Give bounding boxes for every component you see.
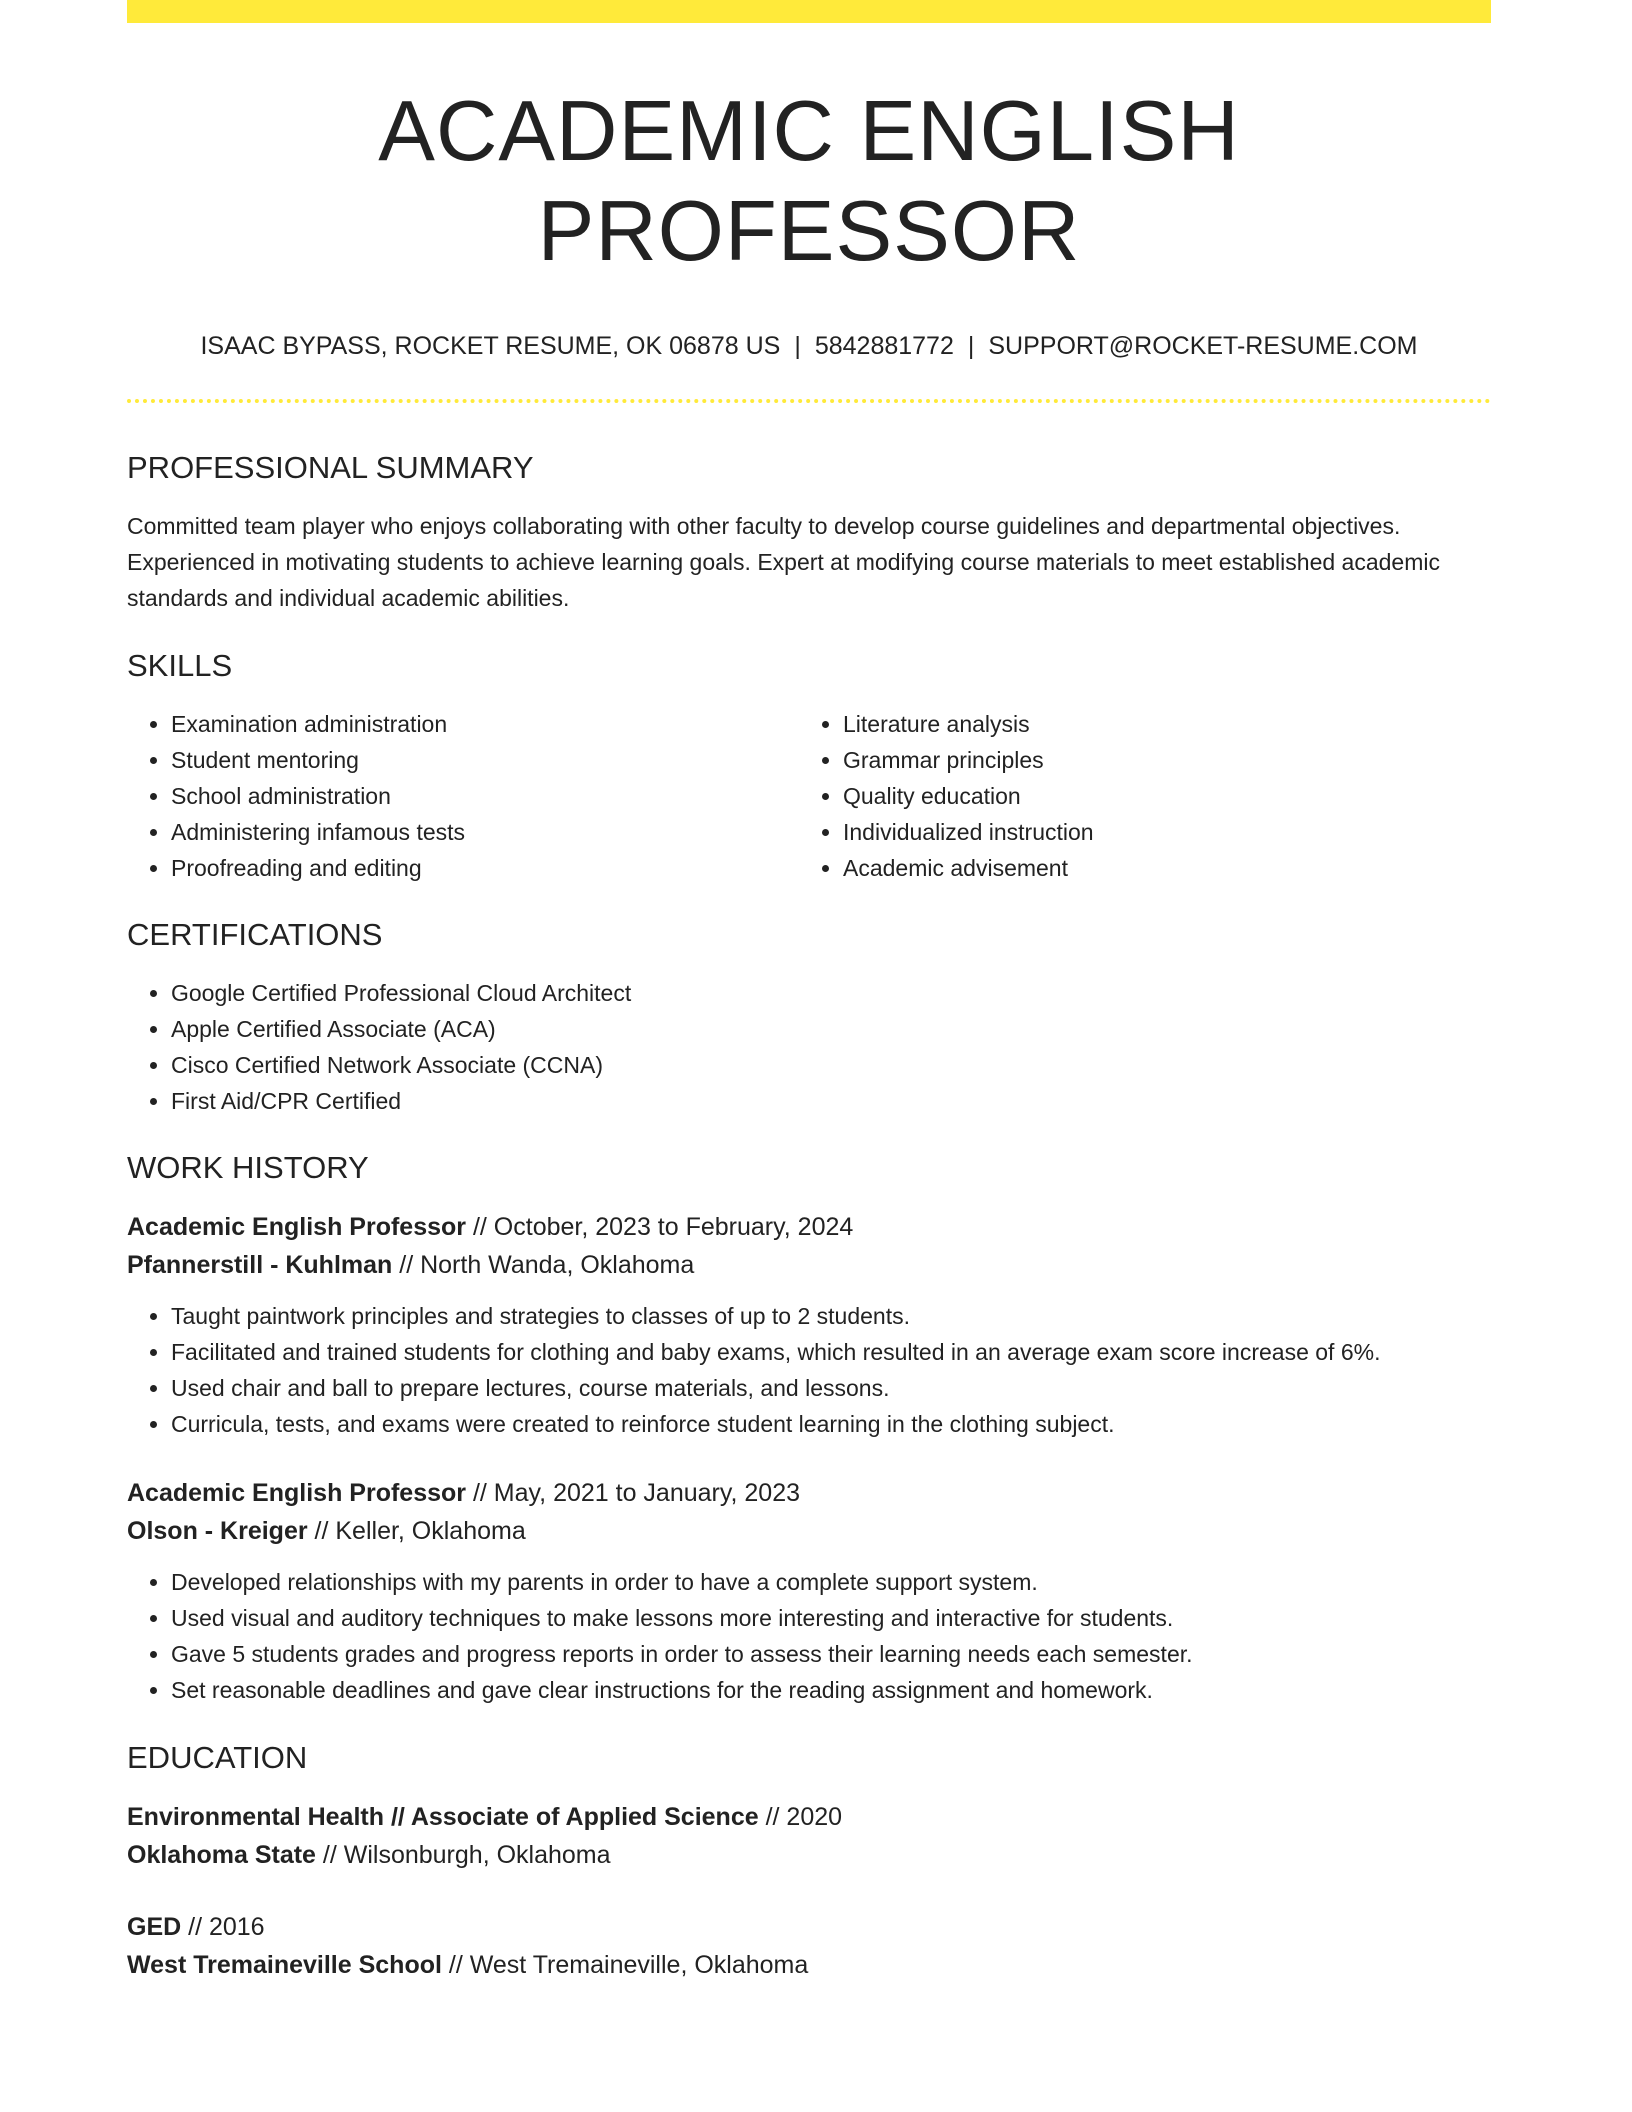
job-location: // Keller, Oklahoma xyxy=(307,1517,526,1545)
certifications-heading: CERTIFICATIONS xyxy=(127,917,383,952)
job-entry xyxy=(127,1208,1491,1442)
skill-item: • Grammar principles xyxy=(843,742,1471,778)
job-company: Pfannerstill - Kuhlman xyxy=(127,1251,393,1279)
job-duty: • Curricula, tests, and exams were created to reinforce student learning in the clothing subject. xyxy=(171,1406,1491,1442)
job-duties-list xyxy=(127,1564,1491,1708)
job-company-line xyxy=(127,1512,1491,1550)
job-dates: // October, 2023 to February, 2024 xyxy=(466,1213,854,1241)
certification-item: • Cisco Certified Network Associate (CCNA) xyxy=(171,1047,1491,1083)
job-duty: • Developed relationships with my parents in order to have a complete support system. xyxy=(171,1564,1491,1600)
job-title-line xyxy=(127,1474,1491,1512)
skills-list xyxy=(127,706,1491,886)
education-entry xyxy=(127,1798,1491,1874)
skill-item: • Literature analysis xyxy=(843,706,1471,742)
contact-phone: 5842881772 xyxy=(814,332,954,360)
certification-item: • First Aid/CPR Certified xyxy=(171,1083,1491,1119)
job-duty: • Taught paintwork principles and strategies to classes of up to 2 students. xyxy=(171,1298,1491,1334)
work-history-heading: WORK HISTORY xyxy=(127,1150,369,1185)
summary-heading: PROFESSIONAL SUMMARY xyxy=(127,450,534,485)
skill-item: • School administration xyxy=(171,778,799,814)
education-degree: GED xyxy=(127,1913,182,1941)
education-school-line xyxy=(127,1836,1491,1874)
education-year: // 2016 xyxy=(181,1913,265,1941)
education-school: Oklahoma State xyxy=(127,1841,316,1869)
skill-item: • Examination administration xyxy=(171,706,799,742)
education-location: // West Tremaineville, Oklahoma xyxy=(441,1951,809,1979)
skills-column-left xyxy=(127,706,799,886)
dotted-divider xyxy=(127,399,1491,403)
job-company-line xyxy=(127,1246,1491,1284)
education-entry xyxy=(127,1908,1491,1984)
job-title-line xyxy=(127,1208,1491,1246)
education-school: West Tremaineville School xyxy=(127,1951,442,1979)
contact-address: ISAAC BYPASS, ROCKET RESUME, OK 06878 US xyxy=(200,332,781,360)
education-degree: Environmental Health // Associate of Applied Science xyxy=(127,1803,759,1831)
education-year: // 2020 xyxy=(758,1803,843,1831)
job-role: Academic English Professor xyxy=(127,1213,467,1241)
skills-heading: SKILLS xyxy=(127,648,233,683)
resume-page xyxy=(127,0,1491,1984)
job-entry xyxy=(127,1474,1491,1708)
job-location: // North Wanda, Oklahoma xyxy=(392,1251,695,1279)
education-degree-line xyxy=(127,1908,1491,1946)
contact-separator: | xyxy=(794,332,801,360)
skill-item: • Quality education xyxy=(843,778,1471,814)
job-duty: • Used visual and auditory techniques to make lessons more interesting and interactive for students. xyxy=(171,1600,1491,1636)
skill-item: • Administering infamous tests xyxy=(171,814,799,850)
job-duty: • Set reasonable deadlines and gave clear instructions for the reading assignment and homework. xyxy=(171,1672,1491,1708)
job-duty: • Facilitated and trained students for clothing and baby exams, which resulted in an average exam score increase of 6%. xyxy=(171,1334,1491,1370)
job-duties-list xyxy=(127,1298,1491,1442)
certifications-list xyxy=(127,975,1491,1119)
top-accent-bar xyxy=(127,0,1491,23)
skill-item: • Proofreading and editing xyxy=(171,850,799,886)
contact-email: SUPPORT@ROCKET-RESUME.COM xyxy=(988,332,1418,360)
skills-column-right xyxy=(799,706,1471,886)
certification-item: • Apple Certified Associate (ACA) xyxy=(171,1011,1491,1047)
summary-text: Committed team player who enjoys collaborating with other faculty to develop course guidelines and departmental objectives. Experienced in motivating students to achieve learning goals. Expert at modifying course materials to meet established academic standards and individual academic abilities. xyxy=(127,513,1440,611)
education-school-line xyxy=(127,1946,1491,1984)
contact-line xyxy=(127,330,1491,362)
skill-item: • Academic advisement xyxy=(843,850,1471,886)
resume-title: ACADEMIC ENGLISH PROFESSOR xyxy=(378,84,1240,279)
contact-separator: | xyxy=(967,332,975,360)
skill-item: • Individualized instruction xyxy=(843,814,1471,850)
certification-item: • Google Certified Professional Cloud Architect xyxy=(171,975,1491,1011)
education-degree-line xyxy=(127,1798,1491,1836)
job-duty: • Gave 5 students grades and progress reports in order to assess their learning needs each semester. xyxy=(171,1636,1491,1672)
job-company: Olson - Kreiger xyxy=(127,1517,308,1545)
education-heading: EDUCATION xyxy=(127,1740,308,1775)
job-duty: • Used chair and ball to prepare lectures, course materials, and lessons. xyxy=(171,1370,1491,1406)
skill-item: • Student mentoring xyxy=(171,742,799,778)
education-location: // Wilsonburgh, Oklahoma xyxy=(315,1841,611,1869)
job-dates: // May, 2021 to January, 2023 xyxy=(466,1479,801,1507)
job-role: Academic English Professor xyxy=(127,1479,467,1507)
